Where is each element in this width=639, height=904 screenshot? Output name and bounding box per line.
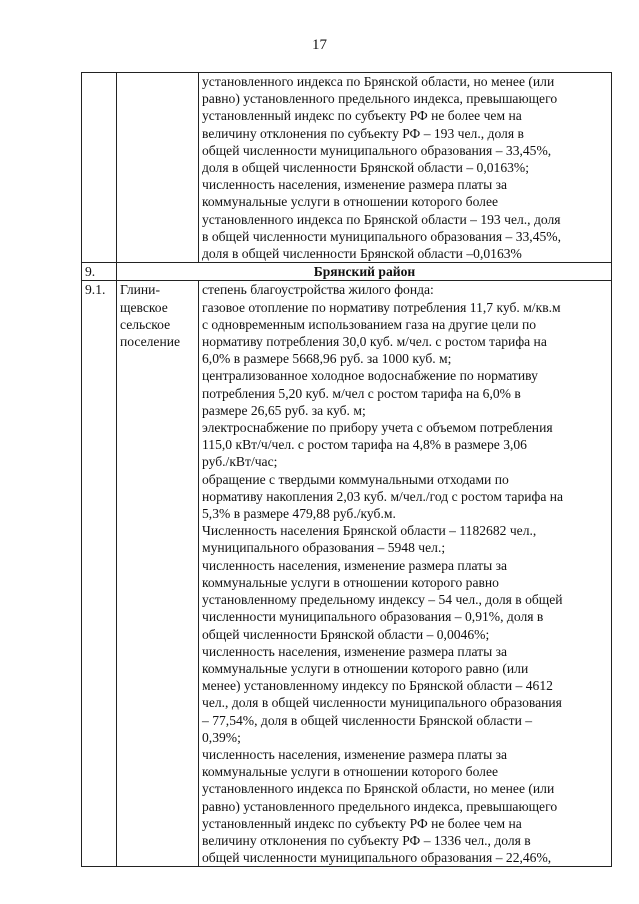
text-line: централизованное холодное водоснабжение по нормативу: [202, 368, 538, 384]
text-line: газовое отопление по нормативу потребления 11,7 куб. м/кв.м: [202, 299, 561, 315]
text-line: численность населения, изменение размера платы за: [202, 643, 508, 659]
text-line: в общей численности муниципального образования – 33,45%,: [202, 228, 562, 244]
text-line: численность населения, изменение размера платы за: [202, 746, 508, 762]
text-line: 0,39%;: [202, 729, 241, 745]
text-line: установленному предельному индексу – 54 чел., доля в общей: [202, 592, 563, 608]
settlement-name-line: поселение: [120, 334, 181, 350]
text-line: установленного индекса по Брянской области – 193 чел., доля: [202, 211, 561, 227]
text-line: коммунальные услуги в отношении которого равно (или: [202, 660, 529, 676]
text-line: коммунальные услуги в отношении которого более: [202, 764, 499, 780]
text-line: потребления 5,20 куб. м/чел с ростом тарифа на 6,0% в: [202, 385, 521, 401]
text-line: Численность населения Брянской области – 1182682 чел.,: [202, 523, 537, 539]
text-line: величину отклонения по субъекту РФ – 1336 чел., доля в: [202, 832, 531, 848]
text-line: доля в общей численности Брянской области – 0,0163%;: [202, 160, 530, 176]
text-line: нормативу накопления 2,03 куб. м/чел./год с ростом тарифа на: [202, 488, 564, 504]
indicator-text-cell: [199, 281, 612, 867]
text-line: численности муниципального образования – 0,91%, доля в: [202, 609, 544, 625]
text-line: общей численности муниципального образования – 33,45%,: [202, 142, 552, 158]
text-line: установленного индекса по Брянской области, но менее (или: [202, 74, 555, 89]
text-line: обращение с твердыми коммунальными отходами по: [202, 471, 509, 487]
text-line: менее) установленному индексу по Брянской области – 4612: [202, 678, 553, 694]
text-line: коммунальные услуги в отношении которого равно: [202, 574, 499, 590]
indicator-text-cell: [199, 73, 612, 263]
text-line: установленного индекса по Брянской области, но менее (или: [202, 781, 555, 797]
text-line: степень благоустройства жилого фонда:: [202, 282, 434, 298]
district-title: Брянский район: [117, 263, 612, 281]
text-line: величину отклонения по субъекту РФ – 193 чел., доля в: [202, 125, 524, 141]
text-line: численность населения, изменение размера платы за: [202, 177, 508, 193]
settlement-name-cell: [117, 281, 199, 867]
text-line: общей численности муниципального образования – 22,46%,: [202, 850, 552, 866]
row-number-cell: 9.1.: [82, 281, 117, 867]
text-line: муниципального образования – 5948 чел.;: [202, 540, 446, 556]
text-line: общей численности Брянской области – 0,0046%;: [202, 626, 490, 642]
text-line: равно) установленного предельного индекса, превышающего: [202, 798, 558, 814]
text-line: с одновременным использованием газа на другие цели по: [202, 316, 537, 332]
text-line: установленный индекс по субъекту РФ не более чем на: [202, 108, 522, 124]
text-line: нормативу потребления 30,0 куб. м/чел. с ростом тарифа на: [202, 334, 547, 350]
text-line: размере 26,65 руб. за куб. м;: [202, 402, 366, 418]
row-number-cell: [82, 73, 117, 263]
text-line: 6,0% в размере 5668,96 руб. за 1000 куб. м;: [202, 351, 452, 367]
table-row-settlement: [82, 281, 612, 867]
page-number: 17: [312, 37, 327, 53]
settlement-name-line: сельское: [120, 316, 171, 332]
text-line: доля в общей численности Брянской области –0,0163%: [202, 246, 522, 262]
settlement-name-cell: [117, 73, 199, 263]
text-line: коммунальные услуги в отношении которого более: [202, 194, 499, 210]
text-line: 5,3% в размере 479,88 руб./куб.м.: [202, 506, 396, 522]
text-line: электроснабжение по прибору учета с объемом потребления: [202, 420, 553, 436]
text-line: – 77,54%, доля в общей численности Брянской области –: [202, 712, 533, 728]
settlement-name-line: щевское: [120, 299, 168, 315]
text-line: 115,0 кВт/ч/чел. с ростом тарифа на 4,8% в размере 3,06: [202, 437, 527, 453]
text-line: равно) установленного предельного индекса, превышающего: [202, 91, 558, 107]
table-row-district: [82, 263, 612, 281]
text-line: установленный индекс по субъекту РФ не более чем на: [202, 815, 522, 831]
settlement-name-line: Глини-: [120, 282, 160, 298]
table-row-continued: [82, 73, 612, 263]
district-number-cell: 9.: [82, 263, 117, 281]
text-line: руб./кВт/час;: [202, 454, 278, 470]
data-table: [81, 72, 612, 867]
text-line: численность населения, изменение размера платы за: [202, 557, 508, 573]
text-line: чел., доля в общей численности муниципального образования: [202, 695, 562, 711]
